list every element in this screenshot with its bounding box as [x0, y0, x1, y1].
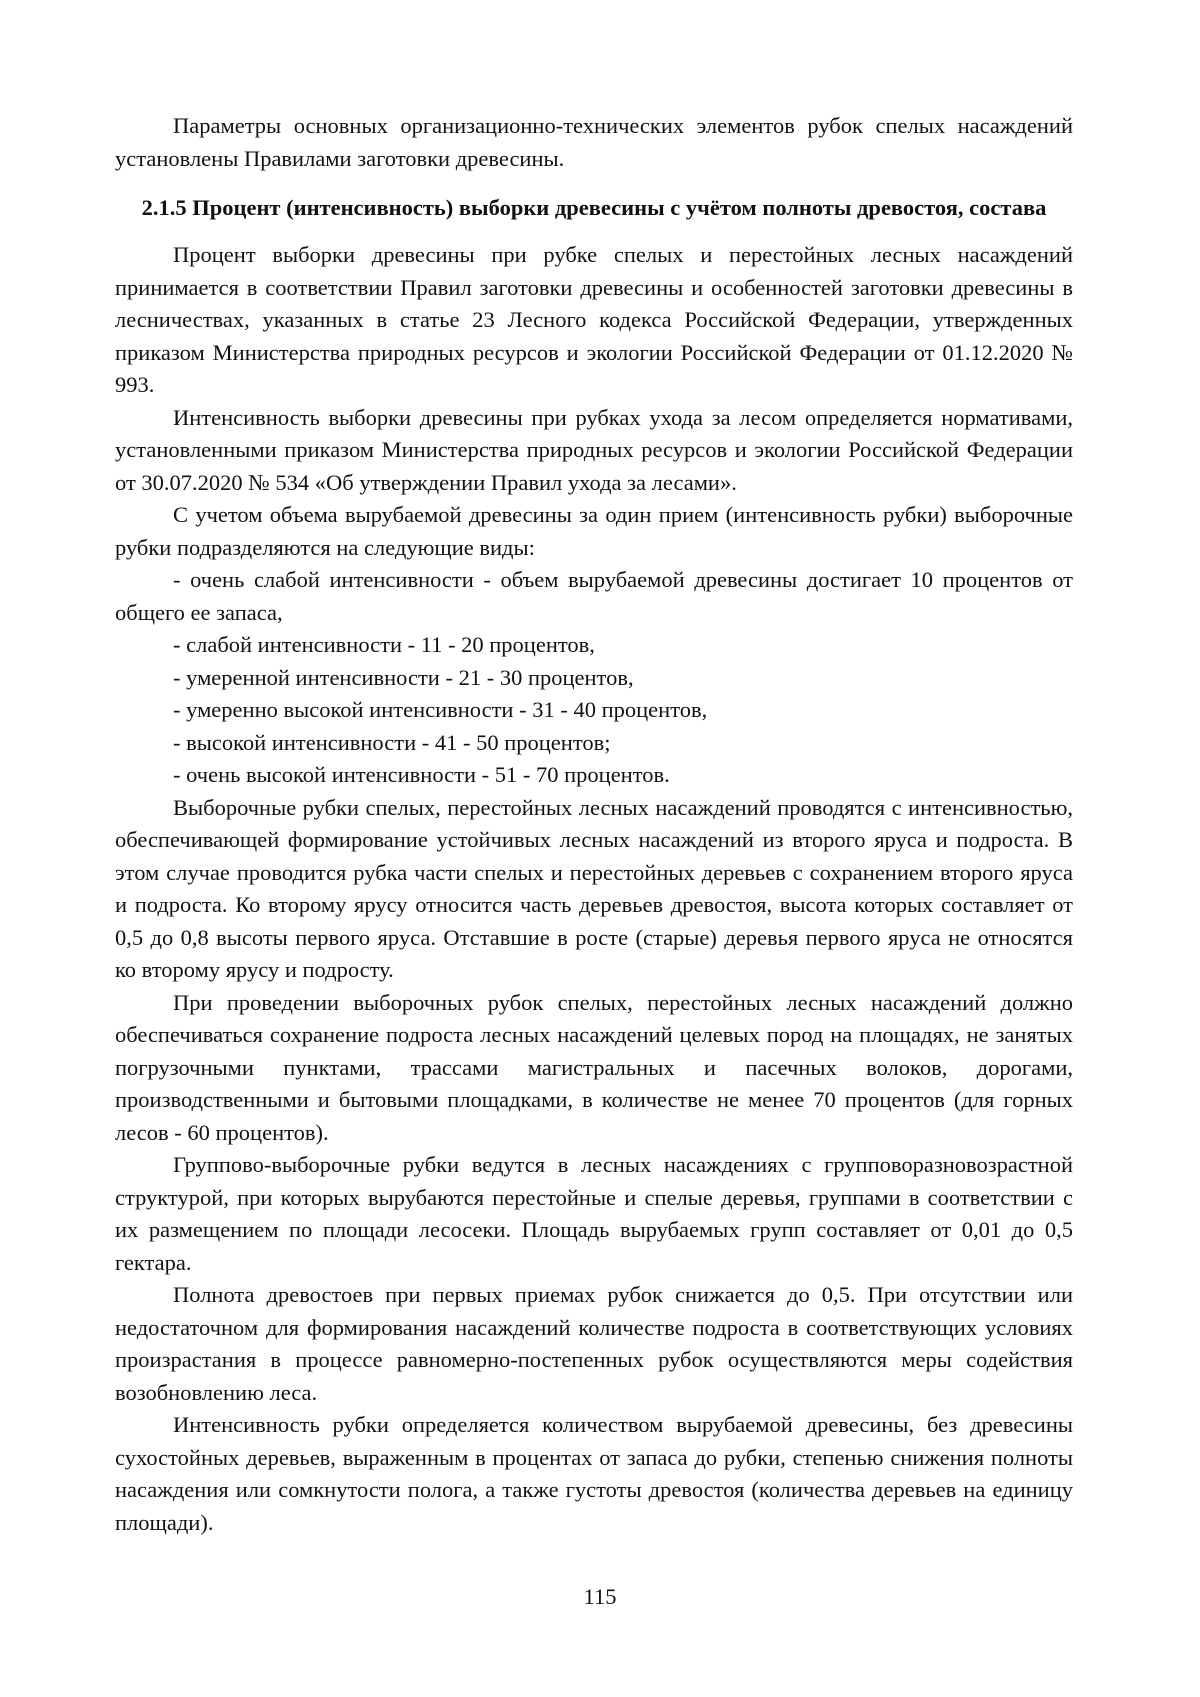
paragraph-undergrowth-preservation: При проведении выборочных рубок спелых, перестойных лесных насаждений должно обеспечиваться сохранение подроста лесных насаждений целевых пород на площадях, не занятых погрузочными пунктами, трассами магистральных и пасечных волоков, дорогами, производственными и бытовыми площадками, в количестве не менее 70 процентов (для горных лесов - 60 процентов). [115, 989, 1073, 1145]
intro-paragraph: Параметры основных организационно-технических элементов рубок спелых насаждений установлены Правилами заготовки древесины. [115, 113, 1073, 171]
paragraph-thinning-intensity: Интенсивность выборки древесины при рубках ухода за лесом определяется нормативами, установленными приказом Министерства природных ресурсов и экологии Российской Федерации от 30.07.2020 № 534 «Об утверждении Правил ухода за лесами». [115, 404, 1073, 495]
paragraph-selective-cutting: Выборочные рубки спелых, перестойных лесных насаждений проводятся с интенсивностью, обеспечивающей формирование устойчивых лесных насаждений из второго яруса и подроста. В этом случае проводится рубка части спелых и перестойных деревьев с сохранением второго яруса и подроста. Ко второму ярусу относится часть деревьев древостоя, высота которых составляет от 0,5 до 0,8 высоты первого яруса. Отставшие в росте (старые) деревья первого яруса не относятся ко второму ярусу и подросту. [115, 794, 1073, 982]
list-item: - очень слабой интенсивности - объем вырубаемой древесины достигает 10 процентов от общего ее запаса, [115, 567, 1073, 625]
list-item: - умеренной интенсивности - 21 - 30 процентов, [173, 664, 634, 690]
paragraph-stand-density: Полнота древостоев при первых приемах рубок снижается до 0,5. При отсутствии или недостаточном для формирования насаждений количестве подроста в соответствующих условиях произрастания в процессе равномерно-постепенных рубок осуществляются меры содействия возобновлению леса. [115, 1282, 1073, 1405]
paragraph-harvest-percentage: Процент выборки древесины при рубке спелых и перестойных лесных насаждений принимается в соответствии Правил заготовки древесины и особенностей заготовки древесины в лесничествах, указанных в статье 23 Лесного кодекса Российской Федерации, утвержденных приказом Министерства природных ресурсов и экологии Российской Федерации от 01.12.2020 № 993. [115, 242, 1073, 397]
paragraph-cutting-intensity: Интенсивность рубки определяется количеством вырубаемой древесины, без древесины сухостойных деревьев, выраженным в процентах от запаса до рубки, степенью снижения полноты насаждения или сомкнутости полога, а также густоты древостоя (количества деревьев на единицу площади). [115, 1412, 1073, 1535]
list-item: - слабой интенсивности - 11 - 20 процентов, [173, 632, 595, 657]
list-item: - умеренно высокой интенсивности - 31 - 40 процентов, [173, 697, 708, 722]
paragraph-selective-types-intro: С учетом объема вырубаемой древесины за один прием (интенсивность рубки) выборочные рубки подразделяются на следующие виды: [115, 502, 1073, 560]
page-number: 115 [583, 1584, 617, 1609]
list-item: - высокой интенсивности - 41 - 50 процентов; [173, 729, 611, 755]
page-content [115, 110, 1073, 1539]
section-heading: 2.1.5 Процент (интенсивность) выборки древесины с учётом полноты древостоя, состава [141, 195, 1047, 220]
paragraph-group-selective: Группово-выборочные рубки ведутся в лесных насаждениях с групповоразновозрастной структурой, при которых вырубаются перестойные и спелые деревья, группами в соответствии с их размещением по площади лесосеки. Площадь вырубаемых групп составляет от 0,01 до 0,5 гектара. [115, 1152, 1073, 1275]
intensity-list [115, 564, 1073, 792]
list-item: - очень высокой интенсивности - 51 - 70 процентов. [173, 762, 670, 787]
